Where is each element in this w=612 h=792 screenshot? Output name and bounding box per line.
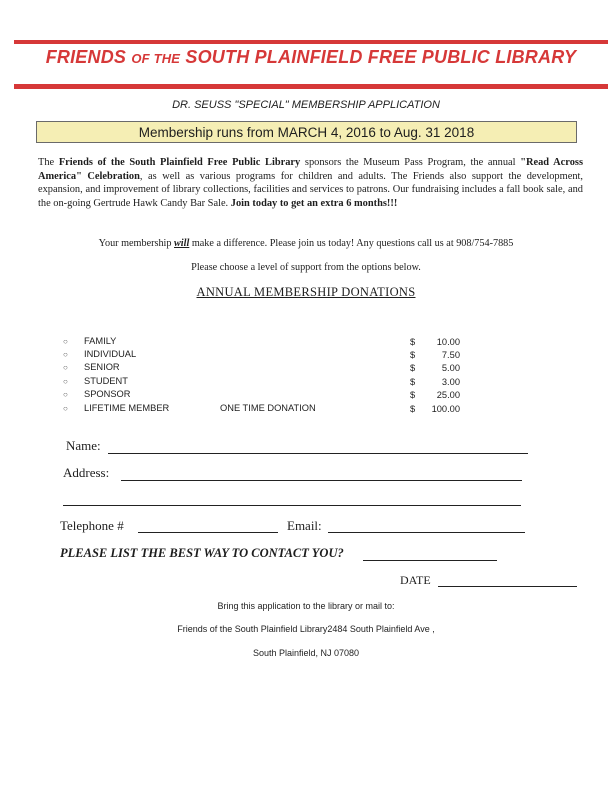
intro-text-1: The: [38, 157, 59, 168]
mailing-address-line-2: South Plainfield, NJ 07080: [252, 648, 360, 658]
price-amount: 7.50: [441, 350, 460, 360]
currency-symbol: $: [410, 350, 416, 360]
bottom-red-rule: [14, 84, 608, 89]
intro-paragraph: [38, 156, 583, 210]
option-student[interactable]: [63, 376, 463, 389]
price-amount: 100.00: [431, 404, 460, 414]
option-label: STUDENT: [84, 376, 128, 386]
date-field[interactable]: [438, 586, 577, 587]
intro-org-name: Friends of the South Plainfield Free Public Library: [58, 157, 301, 168]
option-family[interactable]: [63, 336, 463, 349]
top-red-rule: [14, 40, 608, 44]
intro-read-across-america: "Read Across America" Celebration: [38, 157, 583, 182]
email-label: Email:: [287, 518, 322, 533]
best-contact-label: PLEASE LIST THE BEST WAY TO CONTACT YOU?: [60, 546, 344, 560]
choose-level-text: Please choose a level of support from the options below.: [191, 262, 421, 273]
radio-circle-icon[interactable]: ○: [63, 337, 68, 346]
title-of-the: OF THE: [131, 51, 181, 66]
option-lifetime-member[interactable]: [63, 403, 463, 416]
telephone-field[interactable]: [138, 532, 278, 533]
section-title: ANNUAL MEMBERSHIP DONATIONS: [196, 285, 416, 299]
option-label: FAMILY: [84, 336, 117, 346]
currency-symbol: $: [410, 363, 416, 373]
option-label: LIFETIME MEMBER: [84, 403, 170, 413]
currency-symbol: $: [410, 404, 416, 414]
price-amount: 25.00: [436, 390, 460, 400]
option-note: ONE TIME DONATION: [220, 403, 316, 413]
option-label: INDIVIDUAL: [84, 349, 137, 359]
membership-period-banner: Membership runs from MARCH 4, 2016 to Aug. 31 2018: [36, 121, 577, 143]
currency-symbol: $: [410, 390, 416, 400]
email-field[interactable]: [328, 532, 525, 533]
name-label: Name:: [66, 438, 101, 453]
mailing-address-line-1: Friends of the South Plainfield Library2484 South Plainfield Ave ,: [177, 624, 435, 634]
title-library-name: SOUTH PLAINFIELD FREE PUBLIC LIBRARY: [185, 47, 577, 67]
intro-text-2: sponsors the Museum Pass Program, the annual: [300, 157, 521, 168]
intro-text-3: , as well as various programs for children and adults. The Friends also support the development, expansion, and improvement of library collections, facilities and services to patrons. Our fundraising includes a fall book sale, and the on-going Gertrude Hawk Candy Bar Sale.: [38, 170, 584, 209]
option-sponsor[interactable]: [63, 389, 463, 402]
notice-text-2: make a difference. Please join us today! Any questions call us at 908/754-7885: [189, 238, 514, 249]
currency-symbol: $: [410, 337, 416, 347]
application-subtitle: DR. SEUSS "SPECIAL" MEMBERSHIP APPLICATION: [172, 99, 440, 111]
telephone-label: Telephone #: [60, 518, 124, 533]
address-label: Address:: [63, 465, 110, 480]
option-senior[interactable]: [63, 362, 463, 375]
address-field-line-1[interactable]: [121, 480, 522, 481]
name-field[interactable]: [108, 453, 528, 454]
currency-symbol: $: [410, 377, 416, 387]
radio-circle-icon[interactable]: ○: [63, 404, 68, 413]
option-label: SPONSOR: [84, 389, 131, 399]
mail-instruction: Bring this application to the library or mail to:: [217, 601, 395, 611]
radio-circle-icon[interactable]: ○: [63, 377, 68, 386]
radio-circle-icon[interactable]: ○: [63, 350, 68, 359]
title-friends: FRIENDS: [45, 47, 127, 67]
radio-circle-icon[interactable]: ○: [63, 363, 68, 372]
date-label: DATE: [400, 573, 431, 587]
price-senior: [410, 363, 460, 376]
price-lifetime-member: [410, 404, 460, 417]
price-amount: 3.00: [441, 377, 460, 387]
notice-text-1: Your membership: [98, 238, 175, 249]
best-contact-field[interactable]: [363, 560, 497, 561]
price-sponsor: [410, 390, 460, 403]
address-field-line-2[interactable]: [63, 505, 521, 506]
option-individual[interactable]: [63, 349, 463, 362]
notice-emphasis: will: [174, 238, 190, 249]
intro-join-offer: Join today to get an extra 6 months!!!: [230, 197, 398, 209]
price-amount: 10.00: [436, 337, 460, 347]
membership-notice: [0, 238, 612, 249]
option-label: SENIOR: [84, 362, 120, 372]
price-amount: 5.00: [441, 363, 460, 373]
radio-circle-icon[interactable]: ○: [63, 390, 68, 399]
organization-title: [14, 47, 608, 68]
